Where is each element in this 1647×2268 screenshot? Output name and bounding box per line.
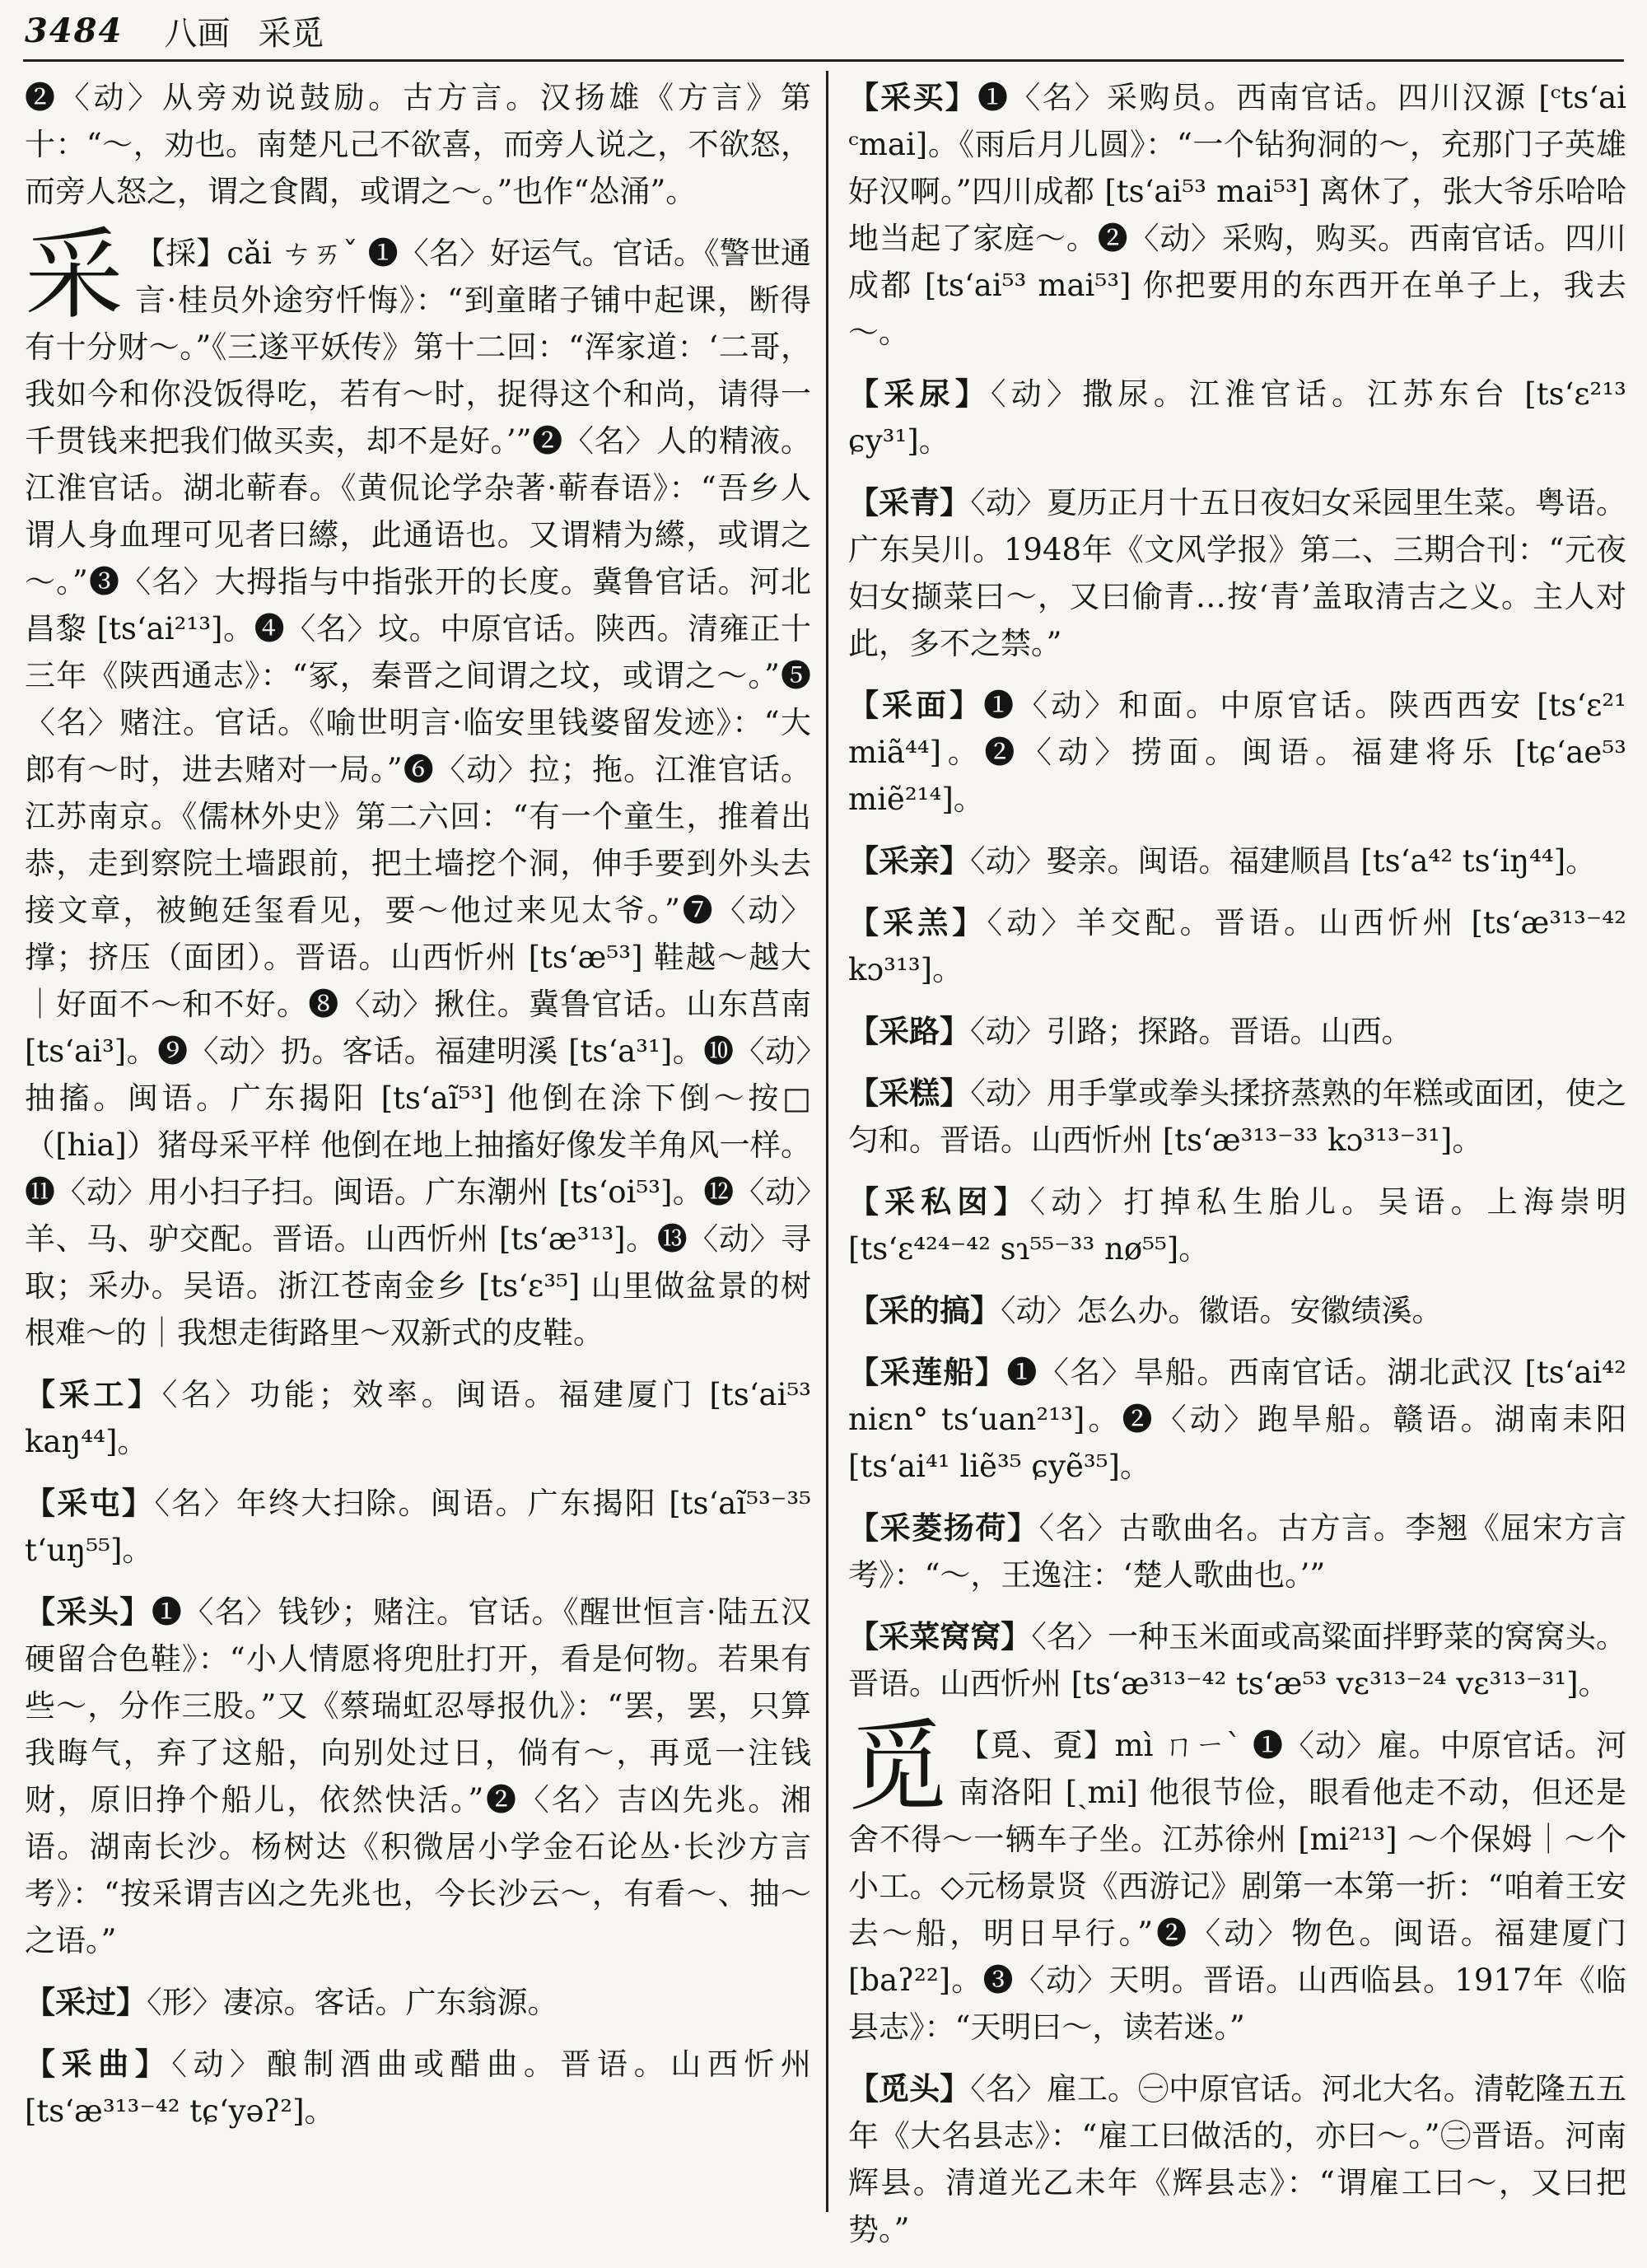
entry-term: 【采青】 xyxy=(848,484,971,520)
page-header xyxy=(25,7,1622,54)
entry-text: ❶〈名〉旱船。西南官话。湖北武汉 [ts‘ai⁴² niɛn° ts‘uan²¹³]。❷〈动〉跑旱船。赣语。湖南耒阳 [ts‘ai⁴¹ liẽ³⁵ ɕyẽ³⁵]。 xyxy=(848,1355,1627,1484)
entry-term: 【采面】 xyxy=(848,687,984,723)
headword: 觅 xyxy=(848,1710,947,1825)
entry-caiqing xyxy=(848,479,1626,667)
entry-term: 【采莲船】 xyxy=(848,1354,1007,1390)
entry-text: 〈动〉夏历正月十五日夜妇女采园里生菜。粤语。广东吴川。1948年《文风学报》第二、三期合刊：“元夜妇女撷菜曰～，又曰偷青…按‘青’盖取清吉之义。主人对此，多不之禁。” xyxy=(848,485,1627,661)
left-column xyxy=(25,74,811,2149)
entry-caitou xyxy=(25,1589,811,1964)
entry-text: 〈动〉引路；探路。晋语。山西。 xyxy=(970,1014,1412,1049)
entry-term: 【采买】 xyxy=(848,79,977,115)
entry-caiqin xyxy=(848,838,1626,884)
entry-term: 【采羔】 xyxy=(848,904,987,940)
column-divider xyxy=(826,71,828,2212)
entry-caiqu xyxy=(25,2041,811,2135)
entry-term: 【觅头】 xyxy=(848,2070,971,2107)
entry-mitou xyxy=(848,2065,1626,2253)
right-column xyxy=(848,74,1626,2268)
entry-text: ❷〈动〉从旁劝说鼓励。古方言。汉扬雄《方言》第十：“～，劝也。南楚凡己不欲喜，而旁人说之，不欲怒，而旁人怒之，谓之食閻，或谓之～。”也作“怂涌”。 xyxy=(25,80,811,209)
entry-term: 【采过】 xyxy=(25,1984,147,2020)
entry-caitun xyxy=(25,1480,811,1574)
entry-term: 【采菱扬荷】 xyxy=(848,1510,1039,1546)
entry-text: ❶〈动〉和面。中原官话。陕西西安 [ts‘ɛ²¹ miã⁴⁴]。❷〈动〉捞面。闽语。福建将乐 [tɕ‘ae⁵³ miẽ²¹⁴]。 xyxy=(848,688,1627,817)
entry-term: 【采头】 xyxy=(25,1594,152,1630)
entry-term: 【采尿】 xyxy=(848,376,991,412)
entry-caiguo xyxy=(25,1979,811,2026)
headword: 采 xyxy=(25,218,124,333)
entry-text: 〈动〉羊交配。晋语。山西忻州 [ts‘æ³¹³⁻⁴² kɔ³¹³]。 xyxy=(848,905,1626,987)
entry-text: 〈动〉打掉私生胎儿。吴语。上海崇明 [ts‘ɛ⁴²⁴⁻⁴² sɿ⁵⁵⁻³³ nø⁵⁵]。 xyxy=(848,1184,1627,1267)
entry-term: 【采工】 xyxy=(25,1376,162,1412)
entry-text: 〈名〉一种玉米面或高粱面拌野菜的窝窝头。晋语。山西忻州 [ts‘æ³¹³⁻⁴² ts‘æ⁵³ vɛ³¹³⁻²⁴ vɛ³¹³⁻³¹]。 xyxy=(848,1619,1627,1701)
entry-term: 【采路】 xyxy=(848,1013,970,1049)
headword-entry-cai xyxy=(25,218,811,1356)
entry-text: ❶〈名〉采购员。西南官话。四川汉源 [ᶜts‘ai ᶜmai]。《雨后月儿圆》：“一个钻狗洞的～，充那门子英雄好汉啊。”四川成都 [ts‘ai⁵³ mai⁵³] 离休了，张大爷乐哈哈地当起了家庭～。❷〈动〉采购，购买。西南官话。四川成都 [ts‘ai⁵³ mai⁵³] 你把要用的东西开在单子上，我去～。 xyxy=(848,80,1627,350)
entry-text: 〈动〉酿制酒曲或醋曲。晋语。山西忻州 [ts‘æ³¹³⁻⁴² tɕ‘yəʔ²]。 xyxy=(25,2046,812,2129)
entry-term: 【采屯】 xyxy=(25,1485,155,1521)
page-keyword: 采觅 xyxy=(258,14,324,53)
entry-text: 〈名〉古歌曲名。古方言。李翘《屈宋方言考》：“～，王逸注：‘楚人歌曲也。’” xyxy=(848,1510,1626,1593)
entry-caicaiwowo xyxy=(848,1613,1626,1707)
entry-caigong xyxy=(25,1371,811,1465)
entry-cailianchuan xyxy=(848,1349,1626,1490)
entry-text: 〈动〉怎么办。徽语。安徽绩溪。 xyxy=(1001,1293,1443,1328)
entry-text: 〈形〉凄凉。客话。广东翁源。 xyxy=(147,1985,558,2020)
entry-caisiyin xyxy=(848,1178,1626,1272)
entry-caidigao xyxy=(848,1287,1626,1334)
entry-text: 〈动〉撒尿。江淮官话。江苏东台 [ts‘ɛ²¹³ ɕy³¹]。 xyxy=(848,376,1627,459)
entry-continuation xyxy=(25,74,811,215)
entry-caimai xyxy=(848,74,1626,356)
entry-text: 〈名〉雇工。㊀中原官话。河北大名。清乾隆五五年《大名县志》：“雇工曰做活的，亦曰～。”㊁晋语。河南辉县。清道光乙未年《辉县志》：“谓雇工曰～，又曰把势。” xyxy=(848,2071,1627,2247)
entry-caigao-cake xyxy=(848,1070,1626,1164)
entry-cailu xyxy=(848,1008,1626,1055)
entry-text: 【覓、覔】mì ㄇㄧˋ ❶〈动〉雇。中原官话。河南洛阳 [ˏmi] 他很节俭，眼看他走不动，但还是舍不得～一辆车子坐。江苏徐州 [mi²¹³] ～个保姆｜～个小工。◇元杨景贤《西游记》剧第一本第一折：“咱着王安去～船，明日早行。”❷〈动〉物色。闽语。福建厦门 [baʔ²²]。❸〈动〉天明。晋语。山西临县。1917年《临县志》：“天明曰～，读若迷。” xyxy=(848,1728,1626,2045)
header-rule xyxy=(23,59,1624,62)
entry-term: 【采的搞】 xyxy=(848,1292,1001,1328)
entry-text: 〈动〉娶亲。闽语。福建顺昌 [ts‘a⁴² ts‘iŋ⁴⁴]。 xyxy=(970,843,1597,879)
entry-text: 〈动〉用手掌或拳头揉挤蒸熟的年糕或面团，使之匀和。晋语。山西忻州 [ts‘æ³¹³⁻³³ kɔ³¹³⁻³¹]。 xyxy=(848,1076,1627,1158)
entry-cailing xyxy=(848,1505,1626,1598)
headword-entry-mi xyxy=(848,1710,1626,2051)
entry-text: 〈名〉功能；效率。闽语。福建厦门 [ts‘ai⁵³ kaŋ⁴⁴]。 xyxy=(25,1377,812,1459)
entry-caimian xyxy=(848,682,1626,823)
entry-text: 〈名〉年终大扫除。闽语。广东揭阳 [ts‘aĩ⁵³⁻³⁵ t‘uŋ⁵⁵]。 xyxy=(25,1486,811,1568)
entry-term: 【采菜窝窝】 xyxy=(848,1618,1032,1654)
entry-term: 【采亲】 xyxy=(848,842,970,879)
entry-text: ❶〈名〉钱钞；赌注。官话。《醒世恒言·陆五汉硬留合色鞋》：“小人情愿将兜肚打开，看是何物。若果有些～，分作三股。”又《蔡瑞虹忍辱报仇》：“罢，罢，只算我晦气，弃了这船，向别处过日，倘有～，再觅一注钱财，原旧挣个船儿，依然快活。”❷〈名〉吉凶先兆。湘语。湖南长沙。杨树达《积微居小学金石论丛·长沙方言考》：“按采谓吉凶之先兆也，今长沙云～，有看～、抽～之语。” xyxy=(25,1594,812,1958)
entry-term: 【采糕】 xyxy=(848,1075,971,1111)
stroke-section: 八画 xyxy=(164,14,231,53)
entry-cainiao xyxy=(848,371,1626,464)
entry-term: 【采曲】 xyxy=(25,2046,172,2082)
page-number: 3484 xyxy=(25,11,124,50)
entry-term: 【采私囡】 xyxy=(848,1183,1030,1220)
entry-text: 【採】cǎi ㄘㄞˇ ❶〈名〉好运气。官话。《警世通言·桂员外途穷忏悔》：“到童睹子铺中起课，断得有十分财～。”《三遂平妖传》第十二回：“浑家道：‘二哥，我如今和你没饭得吃，若有～时，捉得这个和尚，请得一千贯钱来把我们做买卖，却不是好。’”❷〈名〉人的精液。江淮官话。湖北蕲春。《黄侃论学杂著·蕲春语》：“吾乡人谓人身血理可见者曰䌨，此通语也。又谓精为䌨，或谓之～。”❸〈名〉大拇指与中指张开的长度。冀鲁官话。河北昌黎 [ts‘ai²¹³]。❹〈名〉坟。中原官话。陕西。清雍正十三年《陕西通志》：“冢，秦晋之间谓之坟，或谓之～。”❺〈名〉赌注。官话。《喻世明言·临安里钱婆留发迹》：“大郎有～时，进去赌对一局。”❻〈动〉拉；拖。江淮官话。江苏南京。《儒林外史》第二六回：“有一个童生，推着出恭，走到察院土墙跟前，把土墙挖个洞，伸手要到外头去接文章，被鲍廷玺看见，要～他过来见太爷。”❼〈动〉撑；挤压（面团）。晋语。山西忻州 [ts‘æ⁵³] 鞋越～越大｜好面不～和不好。❽〈动〉揪住。冀鲁官话。山东莒南 [ts‘ai³]。❾〈动〉扔。客话。福建明溪 [ts‘a³¹]。❿〈动〉抽搐。闽语。广东揭阳 [ts‘aĩ⁵³] 他倒在涂下倒～按□（[hia]）猪母采平样 他倒在地上抽搐好像发羊角风一样。⓫〈动〉用小扫子扫。闽语。广东潮州 [ts‘oi⁵³]。⓬〈动〉羊、马、驴交配。晋语。山西忻州 [ts‘æ³¹³]。⓭〈动〉寻取；采办。吴语。浙江苍南金乡 [ts‘ɛ³⁵] 山里做盆景的树根难～的｜我想走街路里～双新式的皮鞋。 xyxy=(25,236,811,1351)
entry-caigao-sheep xyxy=(848,899,1626,993)
